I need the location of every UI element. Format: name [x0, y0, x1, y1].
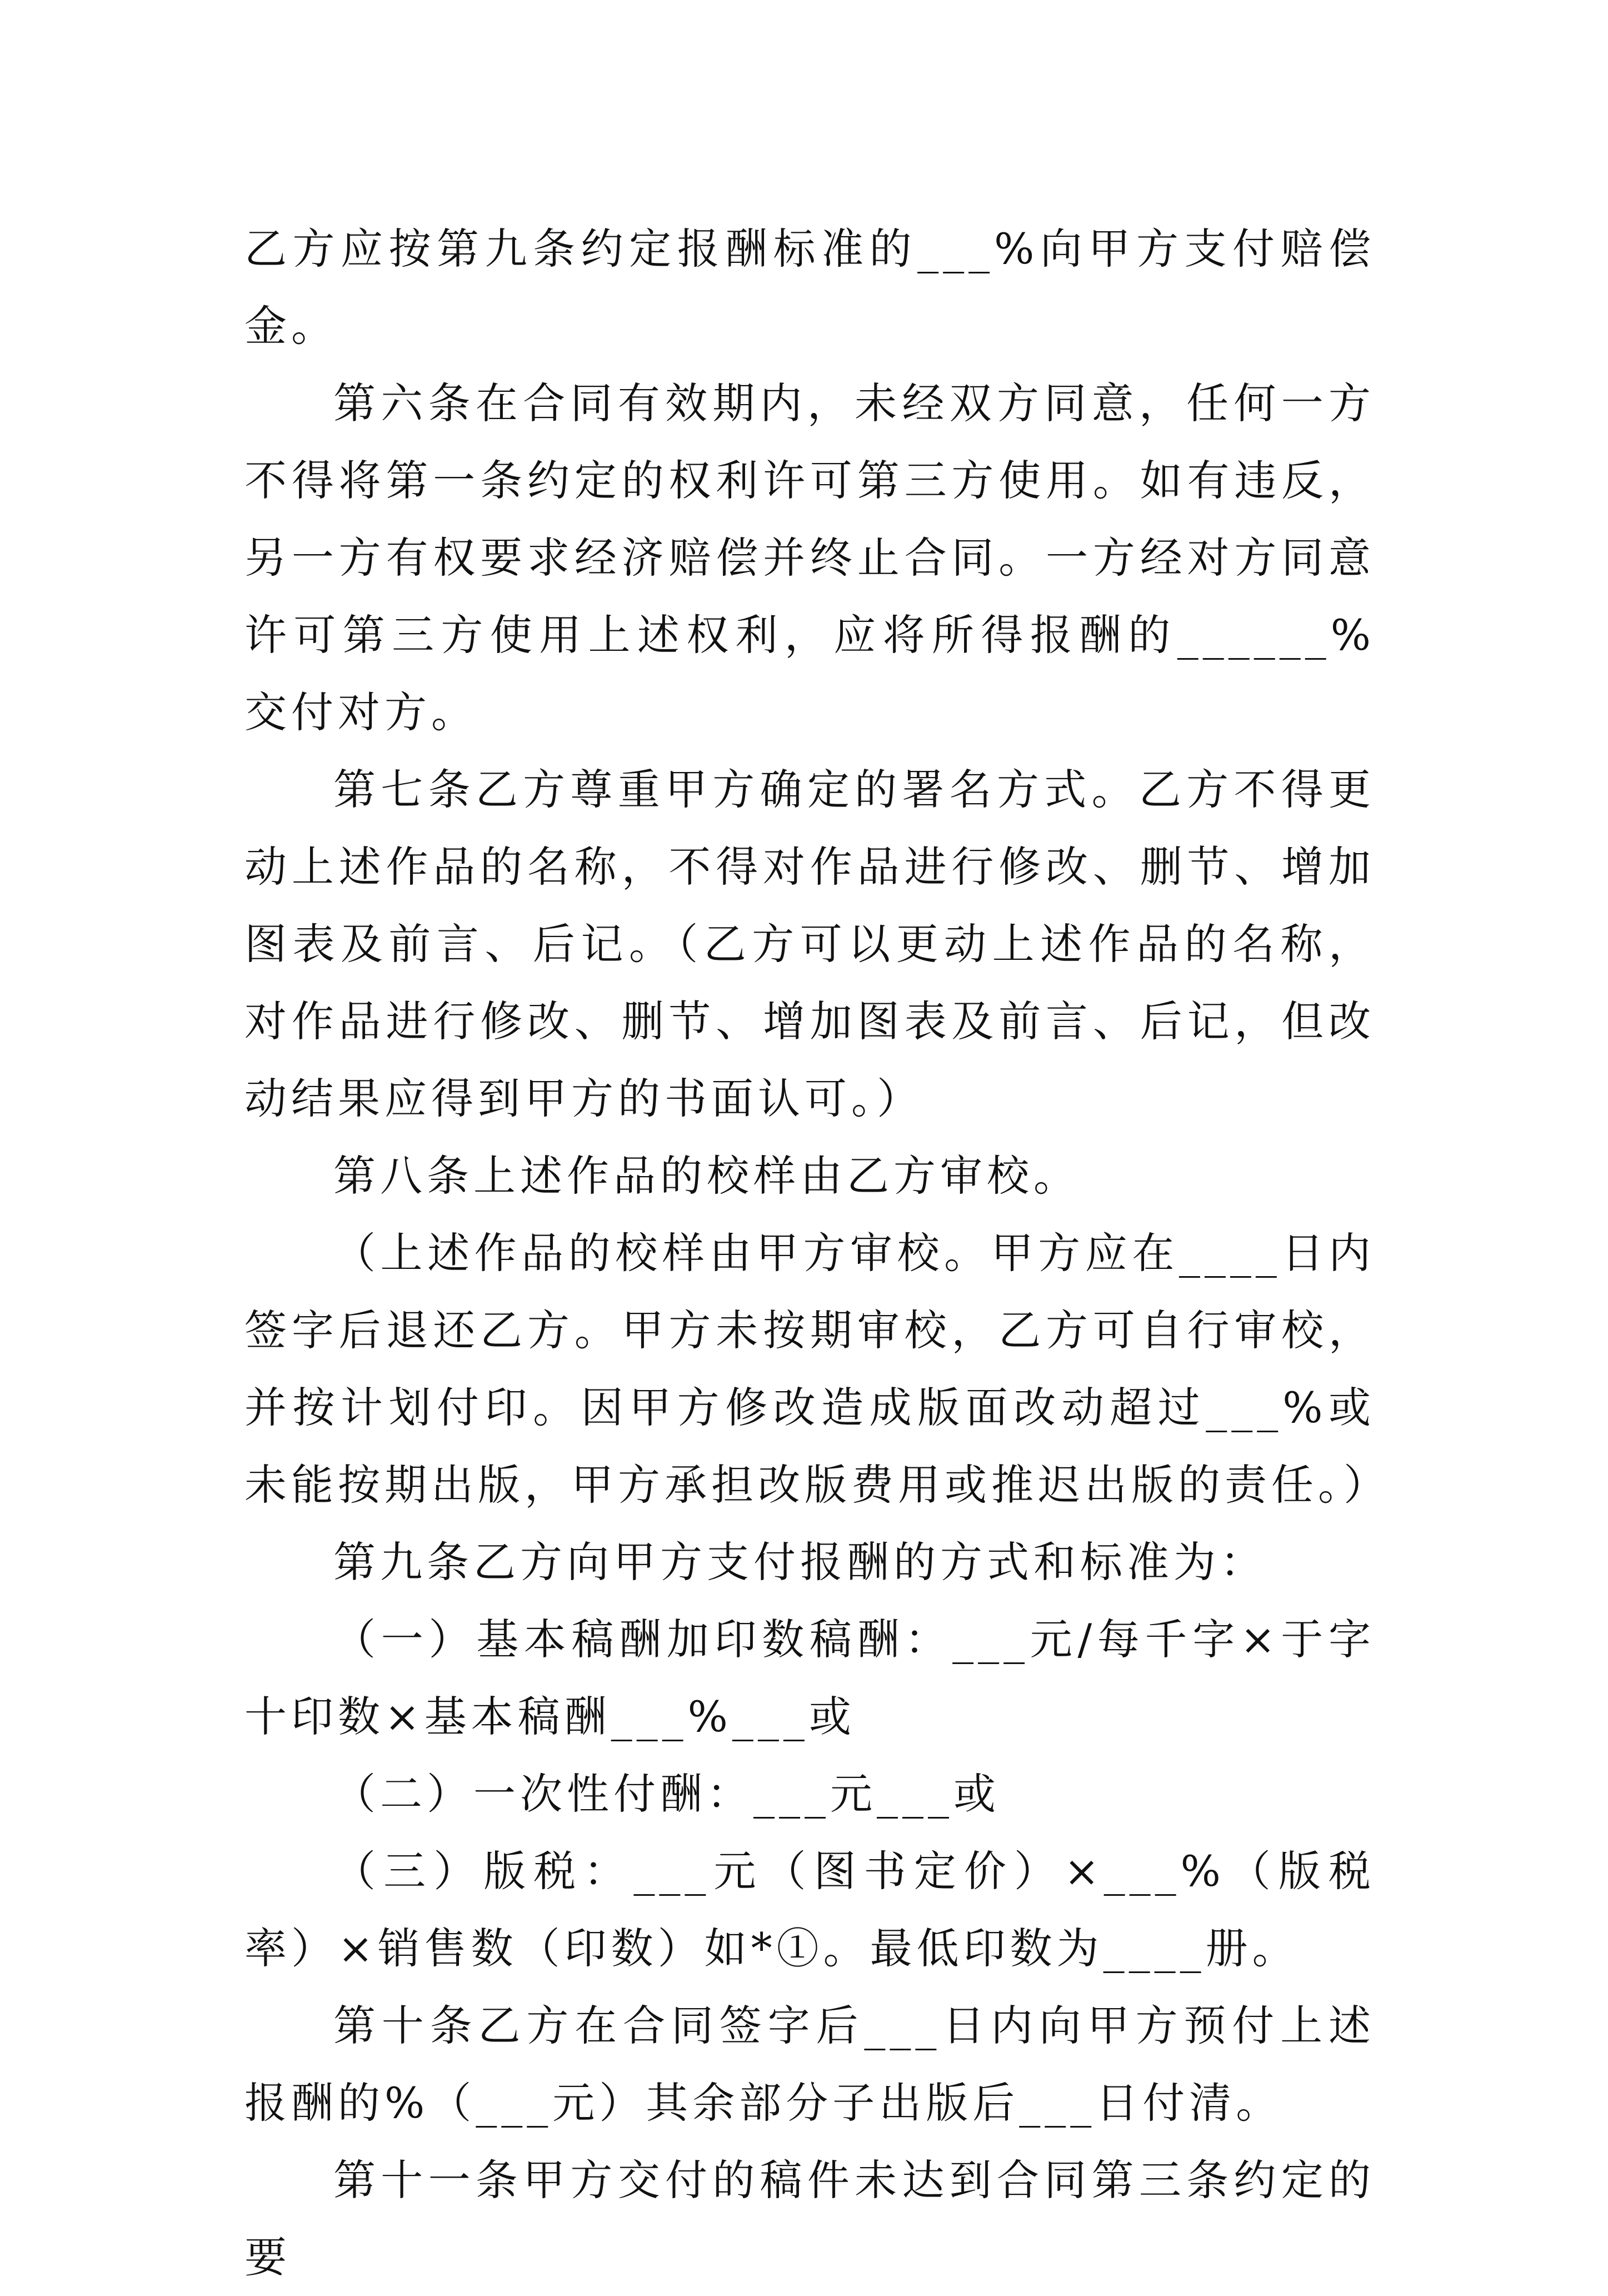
document-body — [244, 210, 1390, 2296]
paragraph-article-8: 第八条上述作品的校样由乙方审校。 — [333, 1151, 1080, 1201]
paragraph-article-9-item-3: （三）版税：___元（图书定价）×___%（版税率）×销售数（印数）如*①。最低印数为____册。 — [244, 1846, 1375, 1973]
paragraph-article-6: 第六条在合同有效期内，未经双方同意，任何一方不得将第一条约定的权利许可第三方使用。如有违反，另一方有权要求经济赔偿并终止合同。一方经对方同意许可第三方使用上述权利，应将所得报酬的______%交付对方。 — [244, 378, 1375, 737]
paragraph-compensation: 乙方应按第九条约定报酬标准的___%向甲方支付赔偿金。 — [244, 224, 1375, 351]
paragraph-article-9: 第九条乙方向甲方支付报酬的方式和标准为： — [333, 1537, 1267, 1587]
paragraph-article-11: 第十一条甲方交付的稿件未达到合同第三条约定的要 — [244, 2155, 1375, 2282]
paragraph-article-8-alternative: （上述作品的校样由甲方审校。甲方应在____日内签字后退还乙方。甲方未按期审校，乙方可自行审校，并按计划付印。因甲方修改造成版面改动超过___%或未能按期出版，甲方承担改版费用或推迟出版的责任。） — [244, 1228, 1390, 1510]
paragraph-article-9-item-2: （二）一次性付酬：___元___或 — [333, 1769, 1000, 1819]
paragraph-article-7: 第七条乙方尊重甲方确定的署名方式。乙方不得更动上述作品的名称，不得对作品进行修改、删节、增加图表及前言、后记。（乙方可以更动上述作品的名称，对作品进行修改、删节、增加图表及前言、后记，但改动结果应得到甲方的书面认可。） — [244, 765, 1375, 1123]
paragraph-article-10: 第十条乙方在合同签字后___日内向甲方预付上述报酬的%（___元）其余部分子出版后___日付清。 — [244, 2001, 1375, 2128]
paragraph-article-9-item-1: （一）基本稿酬加印数稿酬：___元/每千字×于字十印数×基本稿酬___%___或 — [244, 1615, 1375, 1741]
